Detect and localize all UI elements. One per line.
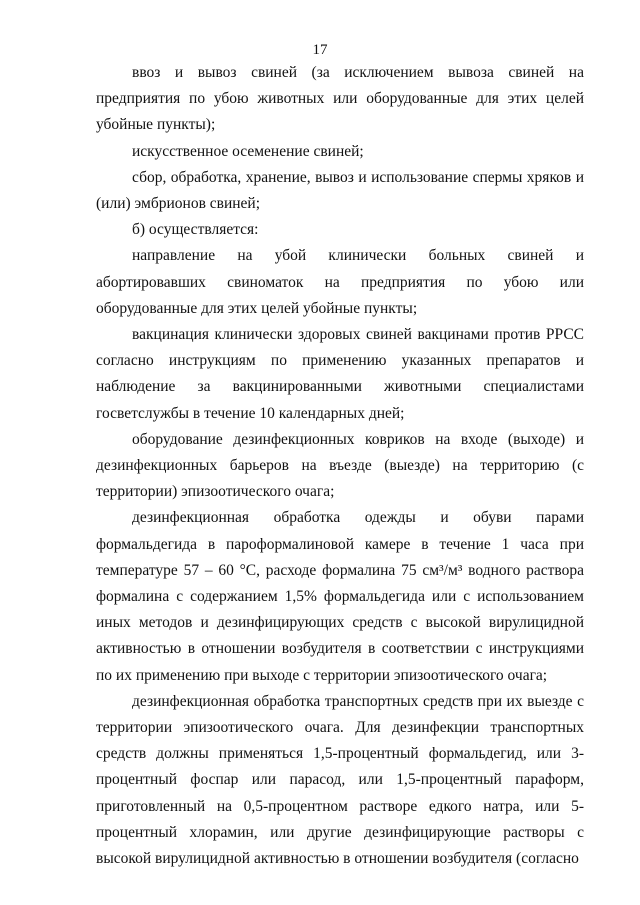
page-number: 17 — [312, 42, 328, 58]
paragraph-clothing-disinfection: дезинфекционная обработка одежды и обуви парами формальдегида в пароформалиновой камере в течение 1 часа при температуре 57 – 60 °С, расходе формалина 75 см³/м³ водного раствора формалина с содержанием 1,5% формальдегида или с использованием иных методов и дезинфицирующих средств с высокой вирулицидной активностью в отношении возбудителя в соответствии с инструкциями по их применению при выходе с территории эпизоотического очага; — [96, 509, 584, 684]
document-body — [96, 60, 584, 872]
paragraph-vehicle-disinfection: дезинфекционная обработка транспортных средств при их выезде с территории эпизоотического очага. Для дезинфекции транспортных средств должны применяться 1,5-процентный формальдегид, или 3-процентный фоспар или парасод, или 1,5-процентный параформ, приготовленный на 0,5-процентном растворе едкого натра, или 5-процентный хлорамин, или другие дезинфицирующие растворы с высокой вирулицидной активностью в отношении возбудителя (согласно — [96, 692, 584, 868]
paragraph-disinfection-mats: оборудование дезинфекционных ковриков на входе (выходе) и дезинфекционных барьеров на въезде (выезде) на территорию (с территории) эпизоотического очага; — [96, 430, 584, 501]
paragraph-pig-transport: ввоз и вывоз свиней (за исключением вывоза свиней на предприятия по убою животных или оборудованные для этих целей убойные пункты); — [96, 64, 584, 134]
paragraph-slaughter: направление на убой клинически больных свиней и абортировавших свиноматок на предприятия по убою или оборудованные для этих целей убойные пункты; — [96, 247, 584, 317]
paragraph-vaccination: вакцинация клинически здоровых свиней вакцинами против РРСС согласно инструкциям по применению указанных препаратов и наблюдение за вакцинированными животными специалистами госветслужбы в течение 10 календарных дней; — [96, 326, 584, 422]
paragraph-sperm-handling: сбор, обработка, хранение, вывоз и использование спермы хряков и (или) эмбрионов свиней; — [96, 168, 584, 213]
paragraph-insemination: искусственное осеменение свиней; — [132, 142, 364, 160]
paragraph-section-b: б) осуществляется: — [132, 221, 259, 239]
